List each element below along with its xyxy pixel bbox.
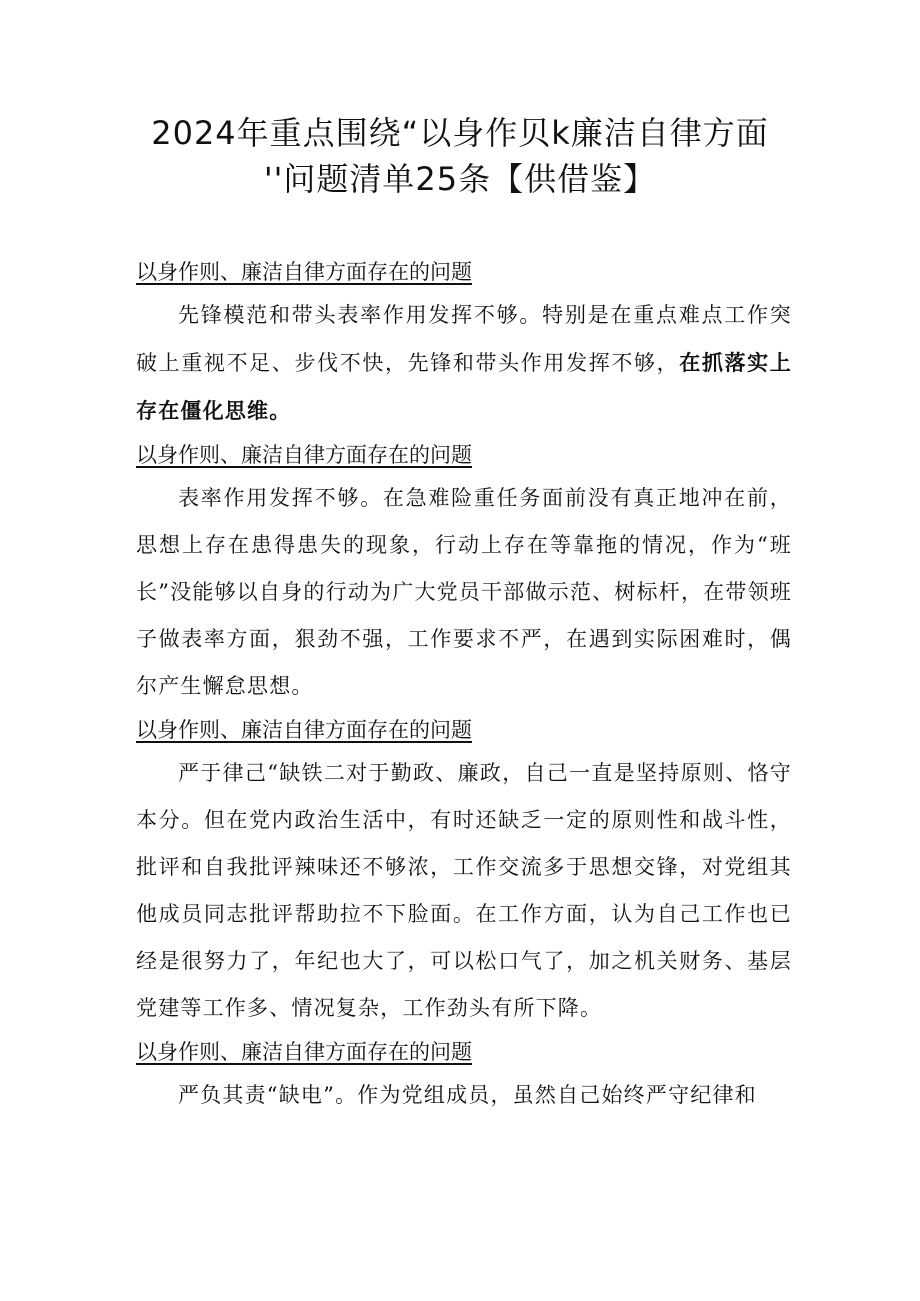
section-3 bbox=[136, 712, 792, 1032]
section-paragraph: 严负其责“缺电”。作为党组成员，虽然自己始终严守纪律和 bbox=[178, 1083, 757, 1107]
section-heading: 以身作则、廉洁自律方面存在的问题 bbox=[136, 260, 472, 284]
section-4 bbox=[136, 1034, 792, 1119]
section-heading: 以身作则、廉洁自律方面存在的问题 bbox=[136, 1040, 472, 1064]
section-heading: 以身作则、廉洁自律方面存在的问题 bbox=[136, 718, 472, 742]
section-1 bbox=[136, 254, 792, 435]
section-2 bbox=[136, 437, 792, 710]
paragraph-bold-text: 在抓落实上存在僵化思维。 bbox=[136, 350, 792, 423]
document-title bbox=[80, 110, 840, 202]
section-heading: 以身作则、廉洁自律方面存在的问题 bbox=[136, 443, 472, 467]
section-paragraph: 严于律己“缺铁二对于勤政、廉政，自己一直是坚持原则、恪守本分。但在党内政治生活中，有时还缺乏一定的原则性和战斗性，批评和自我批评辣味还不够浓，工作交流多于思想交锋，对党组其他成员同志批评帮助拉不下脸面。在工作方面，认为自己工作也已经是很努力了，年纪也大了，可以松口气了，加之机关财务、基层党建等工作多、情况复杂，工作劲头有所下降。 bbox=[136, 761, 792, 1020]
title-line-1: 2024年重点围绕“以身作贝k廉洁自律方面 bbox=[151, 114, 769, 152]
title-line-2: ''问题清单25条【供借鉴】 bbox=[263, 160, 657, 198]
section-paragraph: 表率作用发挥不够。在急难险重任务面前没有真正地冲在前，思想上存在患得患失的现象，行动上存在等靠拖的情况，作为“班长”没能够以自身的行动为广大党员干部做示范、树标杆，在带领班子做表率方面，狠劲不强，工作要求不严，在遇到实际困难时，偶尔产生懈怠思想。 bbox=[136, 486, 792, 698]
document-body bbox=[136, 254, 792, 1121]
section-paragraph bbox=[136, 292, 792, 435]
paragraph-text: 先锋模范和带头表率作用发挥不够。特别是在重点难点工作突破上重视不足、步伐不快，先锋和带头作用发挥不够， bbox=[136, 303, 792, 375]
